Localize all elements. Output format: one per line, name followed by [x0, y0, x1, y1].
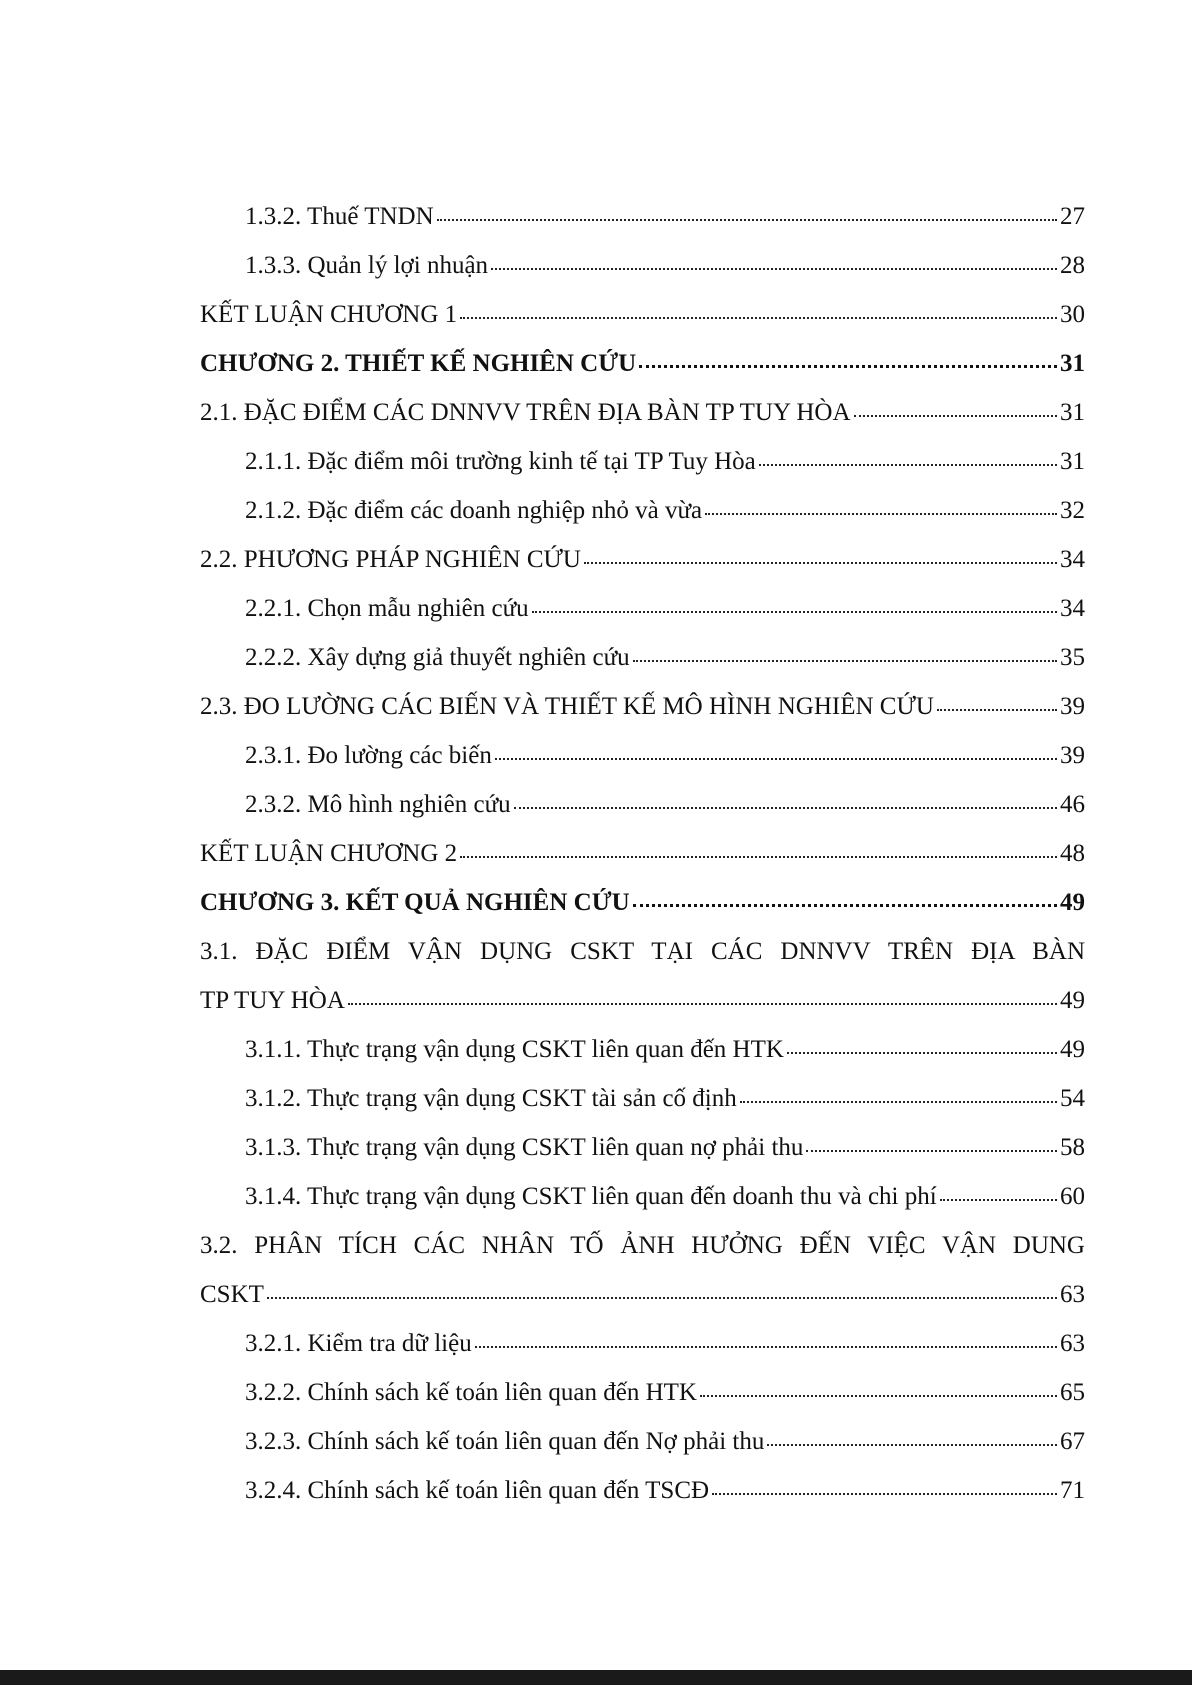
toc-entry-row	[200, 1123, 1085, 1172]
toc-entry-label-line1: 3.1. ĐẶC ĐIỂM VẬN DỤNG CSKT TẠI CÁC DNNVV TRÊN ĐỊA BÀN	[200, 938, 1085, 965]
dot-leader	[495, 757, 1057, 760]
toc-entry-label: 2.3.2. Mô hình nghiên cứu	[245, 791, 511, 818]
dot-leader	[940, 1198, 1057, 1201]
toc-entry-label: 2.3. ĐO LƯỜNG CÁC BIẾN VÀ THIẾT KẾ MÔ HÌNH NGHIÊN CỨU	[200, 693, 934, 720]
toc-entry-label: 1.3.2. Thuế TNDN	[245, 203, 434, 230]
toc-entry-label: 2.2.1. Chọn mẫu nghiên cứu	[245, 595, 529, 622]
toc-entry-page-number: 31	[1060, 448, 1085, 475]
toc-entry-label: 3.2.1. Kiểm tra dữ liệu	[245, 1330, 472, 1357]
dot-leader	[437, 218, 1057, 221]
toc-subsection-entry[interactable]	[200, 633, 1085, 682]
toc-entry-row	[200, 829, 1085, 878]
dot-leader	[806, 1149, 1057, 1152]
toc-entry-page-number: 28	[1060, 252, 1085, 279]
toc-entry-row	[200, 1025, 1085, 1074]
toc-entry-page-number: 32	[1060, 497, 1085, 524]
toc-entry-row	[200, 1368, 1085, 1417]
toc-entry-label: CHƯƠNG 2. THIẾT KẾ NGHIÊN CỨU	[200, 350, 637, 377]
toc-entry-page-number: 71	[1060, 1477, 1085, 1504]
page-bottom-border	[0, 1670, 1192, 1685]
toc-entry-row	[200, 290, 1085, 339]
toc-entry-page-number: 65	[1060, 1379, 1085, 1406]
toc-entry-page-number: 49	[1060, 889, 1085, 916]
table-of-contents	[200, 192, 1085, 1515]
dot-leader	[937, 708, 1057, 711]
toc-subsection-entry[interactable]	[200, 780, 1085, 829]
toc-entry-page-number: 49	[1060, 987, 1085, 1014]
toc-entry-row	[200, 1172, 1085, 1221]
toc-entry-label: CHƯƠNG 3. KẾT QUẢ NGHIÊN CỨU	[200, 889, 630, 916]
toc-subsection-entry[interactable]	[200, 1074, 1085, 1123]
toc-entry-row	[200, 780, 1085, 829]
dot-leader	[767, 1443, 1057, 1446]
dot-leader	[584, 561, 1057, 564]
toc-entry-row	[200, 1466, 1085, 1515]
dot-leader	[633, 659, 1057, 662]
toc-section-entry[interactable]	[200, 927, 1085, 1025]
toc-entry-label: KẾT LUẬN CHƯƠNG 1	[200, 301, 458, 328]
toc-subsection-entry[interactable]	[200, 486, 1085, 535]
toc-subsection-entry[interactable]	[200, 1123, 1085, 1172]
toc-section-entry[interactable]	[200, 339, 1085, 388]
toc-subsection-entry[interactable]	[200, 1025, 1085, 1074]
toc-entry-label: 2.1. ĐẶC ĐIỂM CÁC DNNVV TRÊN ĐỊA BÀN TP TUY HÒA	[200, 399, 851, 426]
dot-leader	[267, 1296, 1057, 1299]
toc-subsection-entry[interactable]	[200, 437, 1085, 486]
toc-subsection-entry[interactable]	[200, 584, 1085, 633]
toc-entry-label: CSKT	[200, 1281, 264, 1308]
toc-entry-label: 3.1.2. Thực trạng vận dụng CSKT tài sản cố định	[245, 1085, 737, 1112]
toc-entry-label: 3.2.3. Chính sách kế toán liên quan đến Nợ phải thu	[245, 1428, 765, 1455]
toc-entry-page-number: 49	[1060, 1036, 1085, 1063]
toc-entry-page-number: 35	[1060, 644, 1085, 671]
dot-leader	[475, 1345, 1057, 1348]
toc-entry-label: 1.3.3. Quản lý lợi nhuận	[245, 252, 489, 279]
toc-entry-label: 3.1.4. Thực trạng vận dụng CSKT liên quan đến doanh thu và chi phí	[245, 1183, 937, 1210]
toc-entry-page-number: 27	[1060, 203, 1085, 230]
toc-entry-row	[200, 731, 1085, 780]
toc-section-entry[interactable]	[200, 878, 1085, 927]
toc-entry-row	[200, 584, 1085, 633]
dot-leader	[740, 1100, 1057, 1103]
toc-entry-page-number: 63	[1060, 1281, 1085, 1308]
toc-section-entry[interactable]	[200, 290, 1085, 339]
toc-entry-row	[200, 192, 1085, 241]
toc-entry-label: 3.2.2. Chính sách kế toán liên quan đến HTK	[245, 1379, 697, 1406]
toc-section-entry[interactable]	[200, 682, 1085, 731]
toc-entry-page-number: 31	[1060, 350, 1085, 377]
toc-entry-row	[200, 1270, 1085, 1319]
dot-leader	[712, 1492, 1057, 1495]
dot-leader	[460, 316, 1057, 319]
toc-entry-row	[200, 241, 1085, 290]
toc-section-entry[interactable]	[200, 1221, 1085, 1319]
toc-subsection-entry[interactable]	[200, 1466, 1085, 1515]
dot-leader	[787, 1051, 1057, 1054]
toc-entry-page-number: 67	[1060, 1428, 1085, 1455]
toc-entry-page-number: 54	[1060, 1085, 1085, 1112]
toc-entry-page-number: 31	[1060, 399, 1085, 426]
dot-leader	[759, 463, 1057, 466]
dot-leader	[854, 414, 1057, 417]
dot-leader	[460, 855, 1057, 858]
toc-entry-row	[200, 339, 1085, 388]
toc-entry-label-line1: 3.2. PHÂN TÍCH CÁC NHÂN TỐ ẢNH HƯỞNG ĐẾN VIỆC VẬN DUNG	[200, 1232, 1085, 1259]
toc-entry-page-number: 39	[1060, 693, 1085, 720]
toc-entry-page-number: 39	[1060, 742, 1085, 769]
toc-entry-label: TP TUY HÒA	[200, 987, 345, 1014]
dot-leader	[639, 364, 1057, 368]
toc-entry-row	[200, 878, 1085, 927]
toc-entry-row	[200, 633, 1085, 682]
toc-entry-label: 3.2.4. Chính sách kế toán liên quan đến TSCĐ	[245, 1477, 710, 1504]
toc-entry-label: 2.2. PHƯƠNG PHÁP NGHIÊN CỨU	[200, 546, 581, 573]
toc-entry-row	[200, 388, 1085, 437]
toc-subsection-entry[interactable]	[200, 1368, 1085, 1417]
dot-leader	[705, 512, 1057, 515]
dot-leader	[532, 610, 1057, 613]
toc-subsection-entry[interactable]	[200, 1417, 1085, 1466]
toc-entry-label: 2.1.1. Đặc điểm môi trường kinh tế tại TP Tuy Hòa	[245, 448, 756, 475]
toc-subsection-entry[interactable]	[200, 241, 1085, 290]
toc-entry-page-number: 58	[1060, 1134, 1085, 1161]
toc-entry-row	[200, 1074, 1085, 1123]
toc-entry-page-number: 48	[1060, 840, 1085, 867]
toc-entry-label: 2.3.1. Đo lường các biến	[245, 742, 492, 769]
toc-entry-page-number: 63	[1060, 1330, 1085, 1357]
toc-section-entry[interactable]	[200, 829, 1085, 878]
dot-leader	[633, 903, 1057, 907]
toc-entry-page-number: 34	[1060, 595, 1085, 622]
toc-section-entry[interactable]	[200, 388, 1085, 437]
toc-entry-row	[200, 1319, 1085, 1368]
dot-leader	[514, 806, 1057, 809]
toc-subsection-entry[interactable]	[200, 1172, 1085, 1221]
toc-entry-label: KẾT LUẬN CHƯƠNG 2	[200, 840, 458, 867]
toc-entry-row	[200, 437, 1085, 486]
toc-subsection-entry[interactable]	[200, 1319, 1085, 1368]
toc-section-entry[interactable]	[200, 535, 1085, 584]
dot-leader	[700, 1394, 1057, 1397]
toc-entry-label: 3.1.1. Thực trạng vận dụng CSKT liên quan đến HTK	[245, 1036, 784, 1063]
toc-entry-row	[200, 1417, 1085, 1466]
toc-entry-page-number: 30	[1060, 301, 1085, 328]
toc-entry-label: 3.1.3. Thực trạng vận dụng CSKT liên quan nợ phải thu	[245, 1134, 804, 1161]
toc-entry-label: 2.1.2. Đặc điểm các doanh nghiệp nhỏ và vừa	[245, 497, 703, 524]
toc-entry-page-number: 60	[1060, 1183, 1085, 1210]
toc-subsection-entry[interactable]	[200, 731, 1085, 780]
toc-entry-label: 2.2.2. Xây dựng giả thuyết nghiên cứu	[245, 644, 630, 671]
toc-entry-row	[200, 682, 1085, 731]
dot-leader	[491, 267, 1057, 270]
dot-leader	[348, 1002, 1057, 1005]
toc-entry-page-number: 34	[1060, 546, 1085, 573]
toc-entry-row	[200, 976, 1085, 1025]
toc-entry-row	[200, 486, 1085, 535]
toc-entry-page-number: 46	[1060, 791, 1085, 818]
toc-subsection-entry[interactable]	[200, 192, 1085, 241]
toc-entry-row	[200, 535, 1085, 584]
